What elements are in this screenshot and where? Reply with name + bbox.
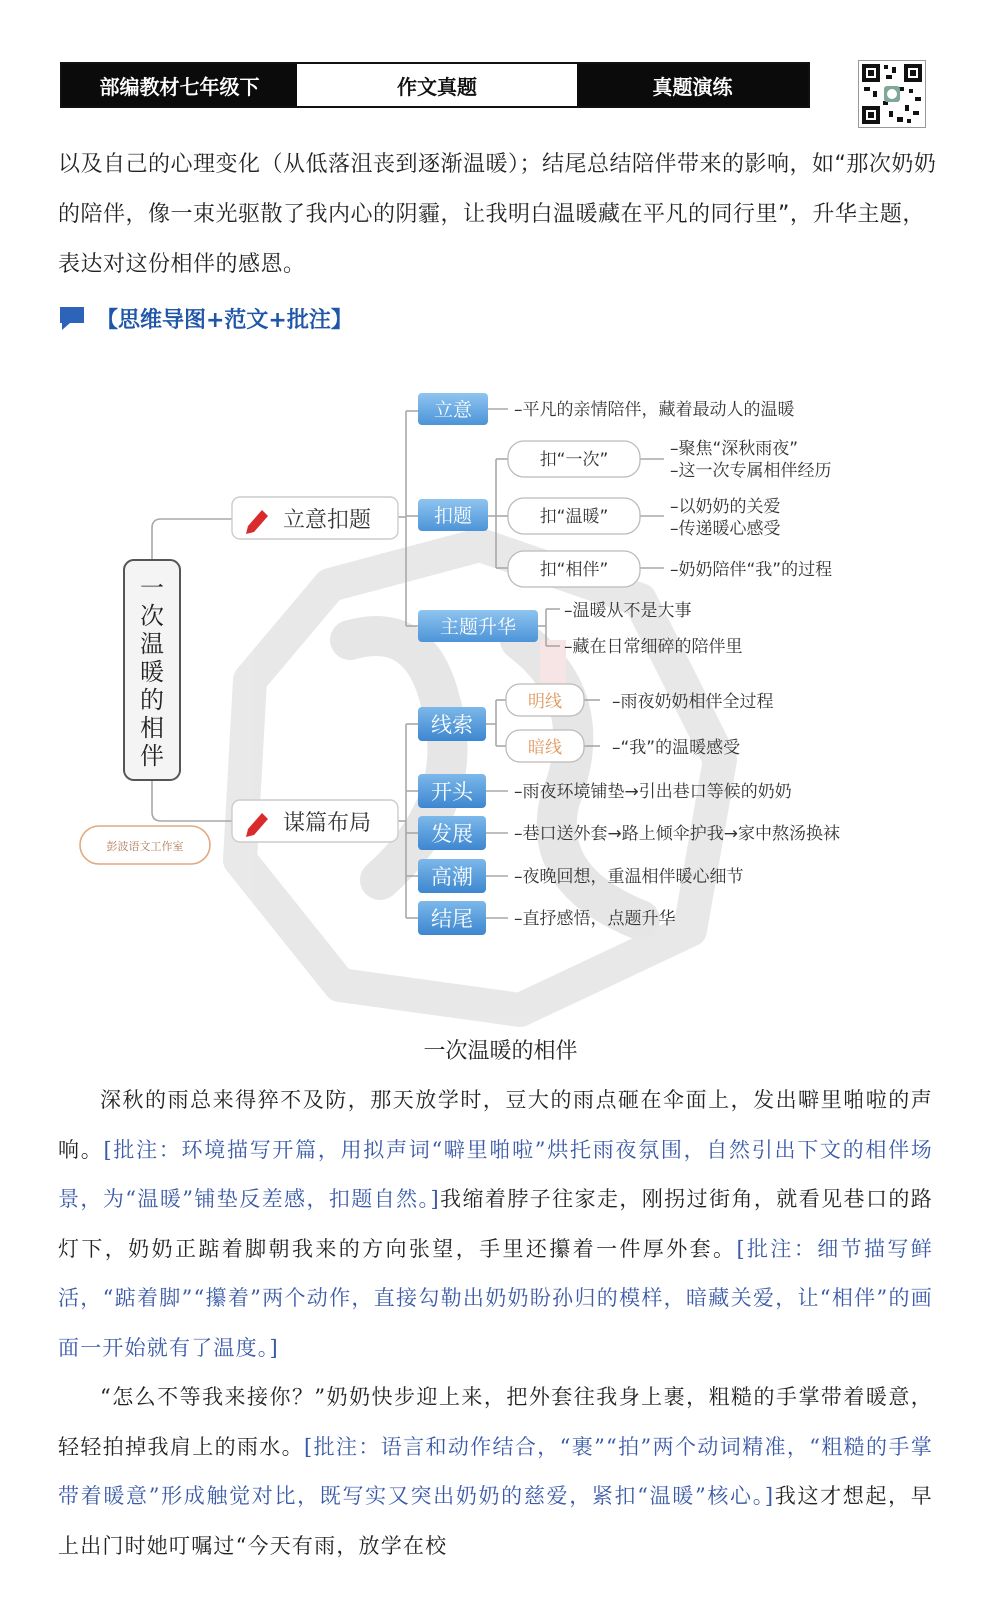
essay-text: 我缩着脖子往家走，刚拐过街角，就看见巷口的路灯下，奶奶正踮着脚朝我来的方向张望，手里还攥着一件厚外套。: [58, 1187, 934, 1261]
section-heading: [58, 298, 353, 338]
svg-text:扣“温暖”: 扣“温暖”: [539, 507, 609, 527]
root-node: [124, 560, 180, 780]
svg-text:高潮: 高潮: [431, 865, 473, 889]
svg-text:扣“一次”: 扣“一次”: [539, 450, 609, 470]
header-section: 真题演练: [577, 64, 808, 106]
root-char: 暖: [140, 658, 164, 686]
kouti-yici-line1: –聚焦“深秋雨夜”: [670, 439, 799, 459]
root-char: 次: [140, 602, 164, 630]
header-bar: [60, 62, 810, 108]
mind-map-canvas: [0, 350, 1001, 1040]
studio-label-text: 彭波语文工作室: [106, 840, 184, 853]
svg-text:线索: 线索: [431, 713, 473, 737]
branch-node-moupian-buju: [232, 800, 398, 842]
intro-paragraph: 以及自己的心理变化（从低落沮丧到逐渐温暖）；结尾总结陪伴带来的影响，如“那次奶奶的陪伴，像一束光驱散了我内心的阴霾，让我明白温暖藏在平凡的同行里”，升华主题，表达对这份相伴的感恩。: [58, 152, 937, 277]
essay-text: “怎么不等我来接你？”奶奶快步迎上来，把外套往我身上裹，粗糙的手掌带着暖意，轻轻拍掉我肩上的雨水。: [58, 1385, 933, 1459]
svg-text:立意: 立意: [433, 399, 473, 421]
root-char: 相: [140, 714, 164, 742]
branch1-label: 立意扣题: [283, 508, 372, 533]
tag-fazhan: [418, 816, 486, 850]
tag-mingxian: [506, 684, 584, 716]
svg-text:发展: 发展: [431, 822, 473, 846]
tag-liyi: [418, 393, 488, 425]
svg-text:一次温暖的相伴: [140, 574, 164, 770]
branch2-label: 谋篇布局: [283, 811, 372, 836]
tag-kaitou: [418, 774, 486, 808]
zhuti-line1: –温暖从不是大事: [564, 601, 692, 621]
fazhan-text: –巷口送外套→路上倾伞护我→家中熬汤换袜: [514, 824, 840, 844]
comment-flag-icon: [58, 305, 88, 331]
kouti-item-yici: [508, 441, 640, 477]
essay-body: [58, 1076, 933, 1571]
jiewei-text: –直抒感悟，点题升华: [514, 909, 676, 929]
liyi-text: –平凡的亲情陪伴，藏着最动人的温暖: [514, 400, 795, 420]
kouti-xiangban-line1: –奶奶陪伴“我”的过程: [670, 560, 833, 580]
branch-node-liyi-kouti: [232, 497, 398, 539]
kouti-wennuan-line2: –传递暖心感受: [670, 519, 781, 539]
tag-gaochao: [418, 859, 486, 893]
svg-text:开头: 开头: [431, 780, 473, 804]
essay-title: 一次温暖的相伴: [423, 1039, 578, 1064]
essay-text: 我这才想起，早上出门时她叮嘱过“今天有雨，放学在校: [58, 1484, 934, 1558]
kouti-wennuan-line1: –以奶奶的关爱: [670, 497, 781, 517]
tag-zhuti-shenghua: [418, 610, 538, 642]
root-char: 的: [140, 686, 164, 714]
annotation: [批注：语言和动作结合，“裹”“拍”两个动词精准，“粗糙的手掌带着暖意”形成触觉对比，既写实又突出奶奶的慈爱，紧扣“温暖”核心。]: [58, 1434, 933, 1508]
svg-text:暗线: 暗线: [528, 738, 562, 758]
zhuti-line2: –藏在日常细碎的陪伴里: [564, 637, 743, 657]
mind-map: [0, 350, 1001, 1040]
svg-text:扣题: 扣题: [433, 505, 473, 527]
kouti-item-xiangban: [508, 551, 640, 587]
studio-label: [80, 826, 210, 864]
root-char: 温: [140, 630, 164, 658]
svg-text:明线: 明线: [528, 692, 562, 712]
annotation: [批注：环境描写开篇，用拟声词“噼里啪啦”烘托雨夜氛围，自然引出下文的相伴场景，为“温暖”铺垫反差感，扣题自然。]: [58, 1137, 934, 1211]
svg-text:扣“相伴”: 扣“相伴”: [539, 560, 609, 580]
gaochao-text: –夜晚回想，重温相伴暖心细节: [514, 867, 744, 887]
header-category: 作文真题: [297, 64, 577, 106]
anxian-text: –“我”的温暖感受: [612, 738, 741, 758]
essay-paragraph-2: [58, 1373, 933, 1571]
tag-anxian: [506, 730, 584, 762]
kouti-item-wennuan: [508, 498, 640, 534]
tag-kouti: [418, 499, 488, 531]
kouti-yici-line2: –这一次专属相伴经历: [670, 461, 832, 481]
qr-code-icon: [858, 60, 926, 128]
tag-jiewei: [418, 901, 486, 935]
svg-text:结尾: 结尾: [431, 907, 473, 931]
root-char: 伴: [140, 742, 164, 770]
root-char: 一: [140, 574, 164, 602]
mingxian-text: –雨夜奶奶相伴全过程: [612, 692, 774, 712]
essay-text: 深秋的雨总来得猝不及防，那天放学时，豆大的雨点砸在伞面上，发出噼里啪啦的声响。: [58, 1088, 933, 1162]
section-heading-text: 【思维导图+范文+批注】: [96, 307, 353, 333]
essay-paragraph-1: [58, 1076, 933, 1373]
kaitou-text: –雨夜环境铺垫→引出巷口等候的奶奶: [514, 782, 792, 802]
header-grade: 部编教材七年级下: [62, 64, 297, 106]
svg-text:主题升华: 主题升华: [439, 616, 517, 638]
tag-xiansuo: [418, 707, 486, 741]
annotation: [批注：细节描写鲜活，“踮着脚”“攥着”两个动作，直接勾勒出奶奶盼孙归的模样，暗藏关爱，让“相伴”的画面一开始就有了温度。]: [58, 1236, 933, 1360]
